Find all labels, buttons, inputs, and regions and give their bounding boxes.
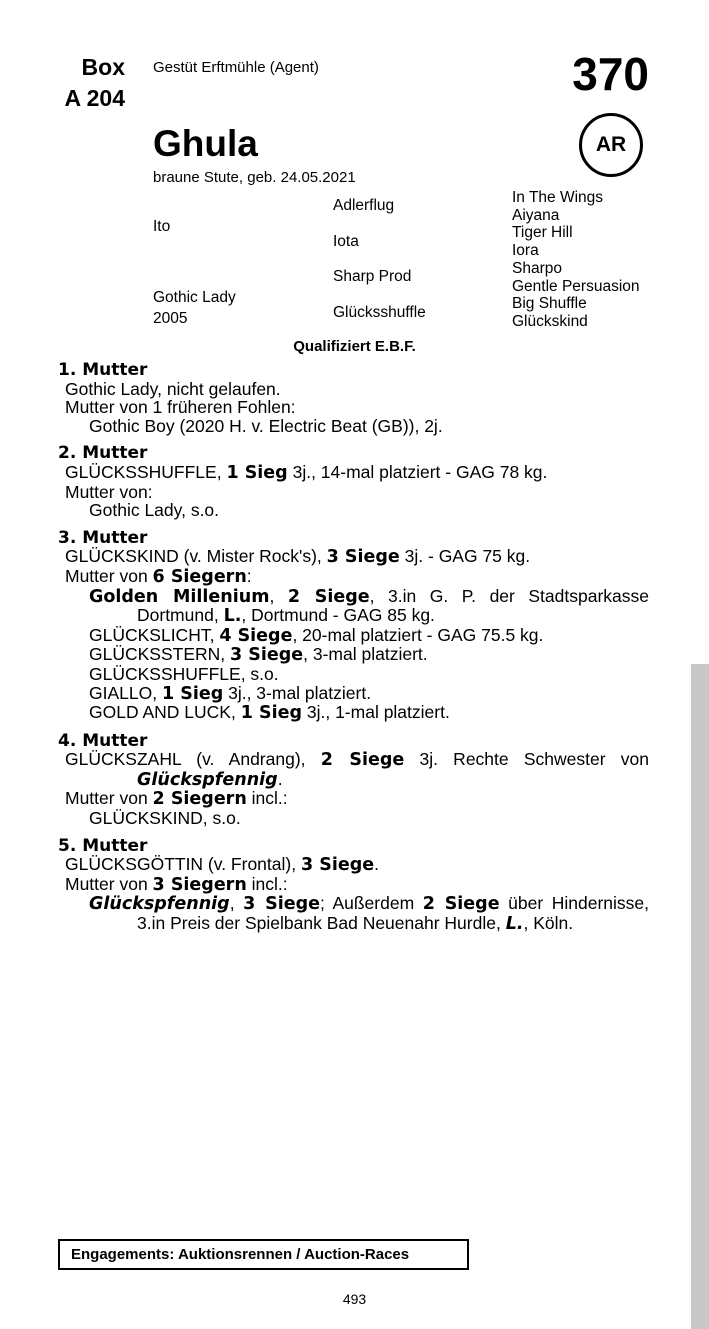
pedigree-damsire: Sharp Prod [333, 268, 412, 285]
scrollbar[interactable] [691, 664, 709, 1329]
pedigree-great-grandparents [512, 189, 640, 331]
offspring-line: GLÜCKSKIND, s.o. [89, 808, 241, 829]
ar-badge: AR [579, 113, 643, 177]
offspring-line: GLÜCKSSTERN, 3 Siege, 3-mal platziert. [89, 644, 428, 666]
pedigree-granddam: Iota [333, 233, 359, 250]
family-line: Mutter von 2 Siegern incl.: [65, 788, 288, 810]
offspring-line: Gothic Lady, s.o. [89, 500, 220, 521]
qualification: Qualifiziert E.B.F. [293, 338, 416, 355]
pedigree-great: Iora [512, 242, 539, 260]
box-label [58, 52, 125, 114]
offspring-line: GLÜCKSSHUFFLE, s.o. [89, 663, 279, 684]
section-heading: 2. Mutter [58, 443, 148, 464]
family-line: GLÜCKSZAHL (v. Andrang), 2 Siege 3j. Rechte Schwester von Glückspfennig. [65, 749, 649, 790]
pedigree-great: Aiyana [512, 206, 560, 224]
horse-description: braune Stute, geb. 24.05.2021 [153, 169, 356, 186]
pedigree-great: Sharpo [512, 259, 562, 277]
pedigree-great: In The Wings [512, 189, 604, 206]
family-line: Mutter von 6 Siegern: [65, 565, 252, 587]
family-line: GLÜCKSGÖTTIN (v. Frontal), 3 Siege. [65, 854, 379, 876]
dam-2-section [58, 444, 649, 519]
family-line: Mutter von 1 früheren Fohlen: [65, 397, 296, 418]
section-heading: 5. Mutter [58, 835, 148, 856]
offspring-line: Golden Millenium, 2 Siege, 3.in G. P. der Stadtsparkasse Dortmund, L., Dortmund - GAG 85 kg. [89, 585, 650, 627]
pedigree-dam: Gothic Lady [153, 289, 236, 306]
pedigree-dam-year: 2005 [153, 310, 188, 327]
dam-5-section [58, 837, 649, 934]
engagements-box: Engagements: Auktionsrennen / Auction-Races [58, 1239, 469, 1270]
horse-name: Ghula [153, 123, 258, 164]
pedigree-great: Gentle Persuasion [512, 277, 640, 295]
family-line: GLÜCKSKIND (v. Mister Rock's), 3 Siege 3j. - GAG 75 kg. [65, 546, 531, 568]
family-line: Gothic Lady, nicht gelaufen. [65, 378, 281, 399]
page-number: 493 [342, 1291, 367, 1307]
pedigree-damdam: Glücksshuffle [333, 304, 426, 321]
pedigree-great: Big Shuffle [512, 295, 587, 313]
pedigree-grandsire: Adlerflug [333, 197, 395, 214]
dam-4-section [58, 732, 649, 828]
family-line: Mutter von 3 Siegern incl.: [65, 873, 288, 895]
pedigree-great: Tiger Hill [512, 224, 573, 242]
family-line: Mutter von: [65, 481, 153, 502]
pedigree-great: Glückskind [512, 312, 588, 330]
family-line: GLÜCKSSHUFFLE, 1 Sieg 3j., 14-mal platziert - GAG 78 kg. [65, 461, 548, 483]
offspring-line: GIALLO, 1 Sieg 3j., 3-mal platziert. [89, 682, 372, 704]
dam-3-section [58, 529, 649, 723]
pedigree-sire: Ito [153, 218, 171, 235]
offspring-line: Gothic Boy (2020 H. v. Electric Beat (GB)), 2j. [89, 415, 443, 436]
agent-name: Gestüt Erftmühle (Agent) [153, 59, 319, 76]
offspring-line: Glückspfennig, 3 Siege; Außerdem 2 Siege über Hindernisse, 3.in Preis der Spielbank Bad Neuenahr Hurdle, L., Köln. [89, 893, 649, 935]
section-heading: 1. Mutter [58, 360, 148, 380]
lot-number: 370 [572, 48, 649, 100]
box-number: A 204 [64, 85, 125, 111]
female-family [58, 361, 649, 943]
offspring-line: GOLD AND LUCK, 1 Sieg 3j., 1-mal platziert. [89, 702, 450, 724]
dam-1-section [58, 361, 649, 435]
section-heading: 4. Mutter [58, 730, 148, 751]
box-word: Box [81, 54, 125, 80]
section-heading: 3. Mutter [58, 527, 148, 548]
offspring-line: GLÜCKSLICHT, 4 Siege, 20-mal platziert - GAG 75.5 kg. [89, 624, 544, 646]
